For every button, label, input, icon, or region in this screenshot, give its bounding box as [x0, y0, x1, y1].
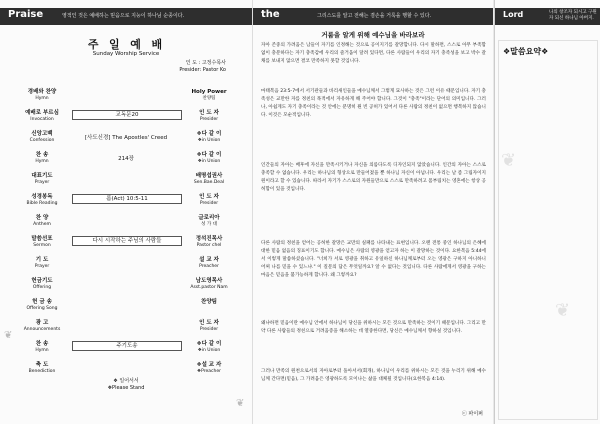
order-item [16, 278, 68, 291]
order-item [16, 320, 68, 333]
order-leader-en: Presider [199, 116, 219, 122]
order-row [10, 128, 242, 148]
order-leader-ko: 남도영목사 [195, 278, 223, 284]
page-title: 주 일 예 배 [87, 38, 165, 51]
order-item-en: Prayer [34, 263, 50, 269]
officiant [179, 60, 226, 74]
order-row [10, 233, 242, 253]
order-leader-en: Presider [199, 326, 219, 332]
order-item-en: Offering Song [26, 305, 58, 311]
order-item-en: Benediction [28, 368, 56, 374]
order-item-ko: 축 도 [35, 362, 49, 368]
order-item-en: Hymn [35, 158, 49, 164]
banner-motto: 나의 창조자 되시고 구원자 되신 하나님 아버지. [549, 10, 597, 21]
banner-label: the [261, 9, 280, 20]
order-row [10, 191, 242, 211]
order-item-ko: 예배로 부르심 [25, 110, 59, 116]
order-leader-ko: 찬양팀 [201, 299, 217, 305]
order-item [16, 215, 68, 228]
order-item-ko: 기 도 [35, 257, 49, 263]
order-leader [182, 131, 236, 144]
notes-frame [498, 40, 598, 420]
stand-note [0, 378, 252, 392]
stand-ko: ❖ 일어서서 [113, 378, 139, 384]
order-row [10, 359, 242, 379]
order-item-ko: 찬 양 [35, 215, 49, 221]
page-subtitle: Sunday Worship Service [92, 51, 160, 57]
order-item-en: Sermon [33, 242, 51, 248]
order-row [10, 338, 242, 358]
order-leader-en: Pastor chel [196, 242, 222, 248]
order-leader [182, 320, 236, 333]
order-item [16, 299, 68, 312]
order-leader [182, 236, 236, 249]
order-item-en: Hymn [35, 95, 49, 101]
order-leader-ko: 정석진목사 [195, 236, 223, 242]
order-leader [182, 341, 236, 354]
order-leader-en: 성 가 대 [201, 221, 217, 227]
order-detail: [사도신경] The Apostles' Creed [84, 135, 168, 141]
banner-motto: 영적인 것은 예배하는 믿음으로 지능이 하나님 순종이다. [62, 13, 185, 19]
lord-banner [495, 8, 600, 25]
order-leader-en: ❖Preacher [197, 368, 221, 374]
order-leader-ko: 배명섭권사 [195, 173, 223, 179]
stand-en: ❖Please Stand [107, 385, 145, 391]
order-item-ko: 말씀선포 [31, 236, 53, 242]
banner-label: Praise [8, 9, 44, 20]
order-item-ko: 헌 금 송 [32, 299, 52, 305]
order-item-ko: 찬 송 [35, 152, 49, 158]
order-leader-ko: Holy Power [191, 89, 227, 95]
order-row [10, 170, 242, 190]
order-leader-ko: 설 교 자 [199, 257, 219, 263]
order-item [16, 236, 68, 249]
flourish-icon: ❦ [236, 398, 245, 409]
order-item [16, 131, 68, 144]
praise-banner [0, 8, 252, 25]
order-item-en: Confession [29, 137, 55, 143]
order-leader-ko: ❖다 같 이 [196, 341, 222, 347]
order-detail: 다시 시작하는 주님의 사람들 [72, 236, 182, 246]
order-row [10, 296, 242, 316]
order-leader [182, 257, 236, 270]
order-item [16, 152, 68, 165]
sermon-paragraph: 마태복음 23:5-7에서 서기관들과 바리새인들을 예수님께서 그렇게 묘사하는 것은 그런 이유 때문입니다. 자기 충족성은 교만한 자를 정친의 목적에서 자유하게 해 주어야 합니다. 그것이 "충족"이라는 단어의 의미입니다. 그러나, 아쉽게도 자기 충족이라는 것 안에는 분명히 뭔 빈 공허가 있어서 다른 사람의 정친이 없으면 행복하지 않습니다. 이것은 모순적입니다. [261, 89, 486, 119]
order-leader-ko: 인 도 자 [199, 194, 219, 200]
order-leader [182, 215, 236, 228]
order-detail: 214장 [118, 156, 134, 162]
order-leader-ko: 글로리아 [198, 215, 220, 221]
order-item [16, 110, 68, 123]
order-item [16, 362, 68, 375]
sermon-paragraph: 인간들의 자아는 배후에 자신을 만족시키거나 자신을 의롭다도록 디자인되지 않았습니다. 인간의 자아는 스스로 충족할 수 없습니다. 우리는 하나님의 형상으로 만들어졌을 뿐 하나님 자신이 아닙니다. 우리는 날 좀 그림자이지 원이라고 할 수 있습니다. 따라서 자기가 스스로의 자원들만으로 스스로 만족하려고 몸부림치는 영혼에는 항상 공허함이 있을 것입니다. [261, 163, 486, 193]
sermon-title: 거룸을 알게 위해 예수님을 바라보라 [321, 31, 425, 39]
summary-heading: ❖말씀요약❖ [503, 47, 549, 56]
order-leader-en: ❖in Union [197, 158, 221, 164]
order-item-ko: 헌금기도 [31, 278, 53, 284]
order-row [10, 86, 242, 106]
order-leader [182, 110, 236, 123]
order-item-ko: 대표기도 [31, 173, 53, 179]
order-row [10, 317, 242, 337]
order-row [10, 275, 242, 295]
order-leader-ko: ❖다 같 이 [196, 131, 222, 137]
order-item [16, 257, 68, 270]
order-item-en: Prayer [34, 179, 50, 185]
order-leader [182, 278, 236, 291]
order-item-en: Bible Reading [26, 200, 58, 206]
order-leader [182, 89, 236, 102]
sermon-paragraph: 자아 존중의 가려움은 남들이 자기를 인정해는 것으로 공이지기를 갈망합니다. 다시 말하면, 스스로 아무 부족함 없이 충분하다는 자기 충족감에 우리의 즐거움이 달려 있다면, 다른 사람들이 우리의 자기 충족성을 보고 박수 갈채를 보내지 않으면 결코 만족하지 못할 것입니다. [261, 43, 486, 65]
author-signature: ⓒ 파이퍼 [461, 411, 483, 417]
order-item-en: Offering [32, 284, 52, 290]
order-row [10, 107, 242, 127]
order-of-worship-page [0, 0, 252, 424]
order-item-ko: 신앙고백 [31, 131, 53, 137]
the-banner [253, 8, 493, 25]
order-item-en: Hymn [35, 347, 49, 353]
order-item-en: Announcements [23, 326, 61, 332]
order-item [16, 194, 68, 207]
order-row [10, 212, 242, 232]
order-item-ko: 경배와 찬양 [27, 89, 57, 95]
order-leader [182, 194, 236, 207]
order-leader-en: 찬양팀 [202, 95, 216, 101]
order-leader [182, 362, 236, 375]
sermon-paragraph: 왜냐하면 믿음이란 예수님 안에서 하나님이 당신을 위하시는 모든 것으로 만족하는 것이기 때문입니다. 그리고 만약 다른 사람들의 정친으로 거려움증을 해소하는 데 열중한다면, 당신은 예수님께서 향하실 것입니다. [261, 321, 486, 335]
order-item [16, 341, 68, 354]
order-leader [182, 152, 236, 165]
order-detail: 롬(Act) 10:5-11 [72, 194, 182, 204]
order-leader-ko: ❖설 교 자 [196, 362, 222, 368]
flourish-icon: ❦ [501, 150, 517, 171]
order-item [16, 173, 68, 186]
banner-label: Lord [503, 10, 524, 19]
order-item-ko: 성경봉독 [31, 194, 53, 200]
flourish-icon: ❦ [555, 300, 571, 321]
officiant-ko: 인 도 : 고정수목사 [185, 60, 226, 66]
order-leader-ko: 인 도 자 [199, 320, 219, 326]
banner-motto: 그리스도를 알고 전해는 겸손을 거룩을 행할 수 있다. [317, 13, 432, 19]
sermon-page [252, 0, 493, 424]
order-item-ko: 찬 송 [35, 341, 49, 347]
order-detail: 교독문20 [72, 110, 182, 120]
order-leader-en: Asst.pastor Nam [190, 284, 228, 290]
notes-page [494, 0, 600, 424]
flourish-icon: ❦ [4, 330, 13, 341]
order-leader-en: Preacher [199, 263, 219, 269]
order-leader-en: ❖in Union [197, 347, 221, 353]
order-item-ko: 광 고 [35, 320, 49, 326]
order-leader-ko: ❖다 같 이 [196, 152, 222, 158]
order-row [10, 254, 242, 274]
order-leader [182, 173, 236, 186]
order-item-en: Anthem [33, 221, 51, 227]
sermon-paragraph: 그러나 만족의 원천으로서의 자아로부터 돌아서서(회개), 하나님이 우리를 위하시는 모든 것을 누리기 위해 예수님께 간다면(믿음), 그 가려움은 영광하도록 모이나는 삶을 대체될 것입니다(요한복음 4:14). [261, 369, 486, 383]
officiant-en: Presider: Pastor Ko [179, 67, 226, 73]
order-detail: 주기도송 [72, 341, 182, 351]
order-leader-en: ❖in Union [197, 137, 221, 143]
order-item [16, 89, 68, 102]
order-leader-en: Presider [199, 200, 219, 206]
order-row [10, 149, 242, 169]
order-leader-en: Sen.Bae.Deal [193, 179, 225, 185]
order-leader [182, 299, 236, 306]
order-leader-ko: 인 도 자 [199, 110, 219, 116]
order-item-en: Invocation [30, 116, 54, 122]
sermon-paragraph: 다른 사람의 정친을 얻어는 공허한 갈망은 교만의 실패를 나타내는 표현입니다. 오랜 전통 중인 하나님의 은혜에 대한 믿음 없음의 징표이기도 합니다. 예수님은 사람의 영광을 얻고자 하는 이 갈망하는 것이다. 요한복음 5:44에서 이렇게 말씀하셨습니다. "너희가 서로 영광을 취하고 유일하신 하나님께로부터 오는 영광은 구하지 아니하니 어찌 나를 믿을 수 있느냐." 이 질문의 답은 무엇일까요? 알 수 없다는 것입니다. 다른 사람에게서 영광을 구하는 마음은 믿음을 불가능하게 합니다. 왜 그렇까요? [261, 241, 486, 279]
